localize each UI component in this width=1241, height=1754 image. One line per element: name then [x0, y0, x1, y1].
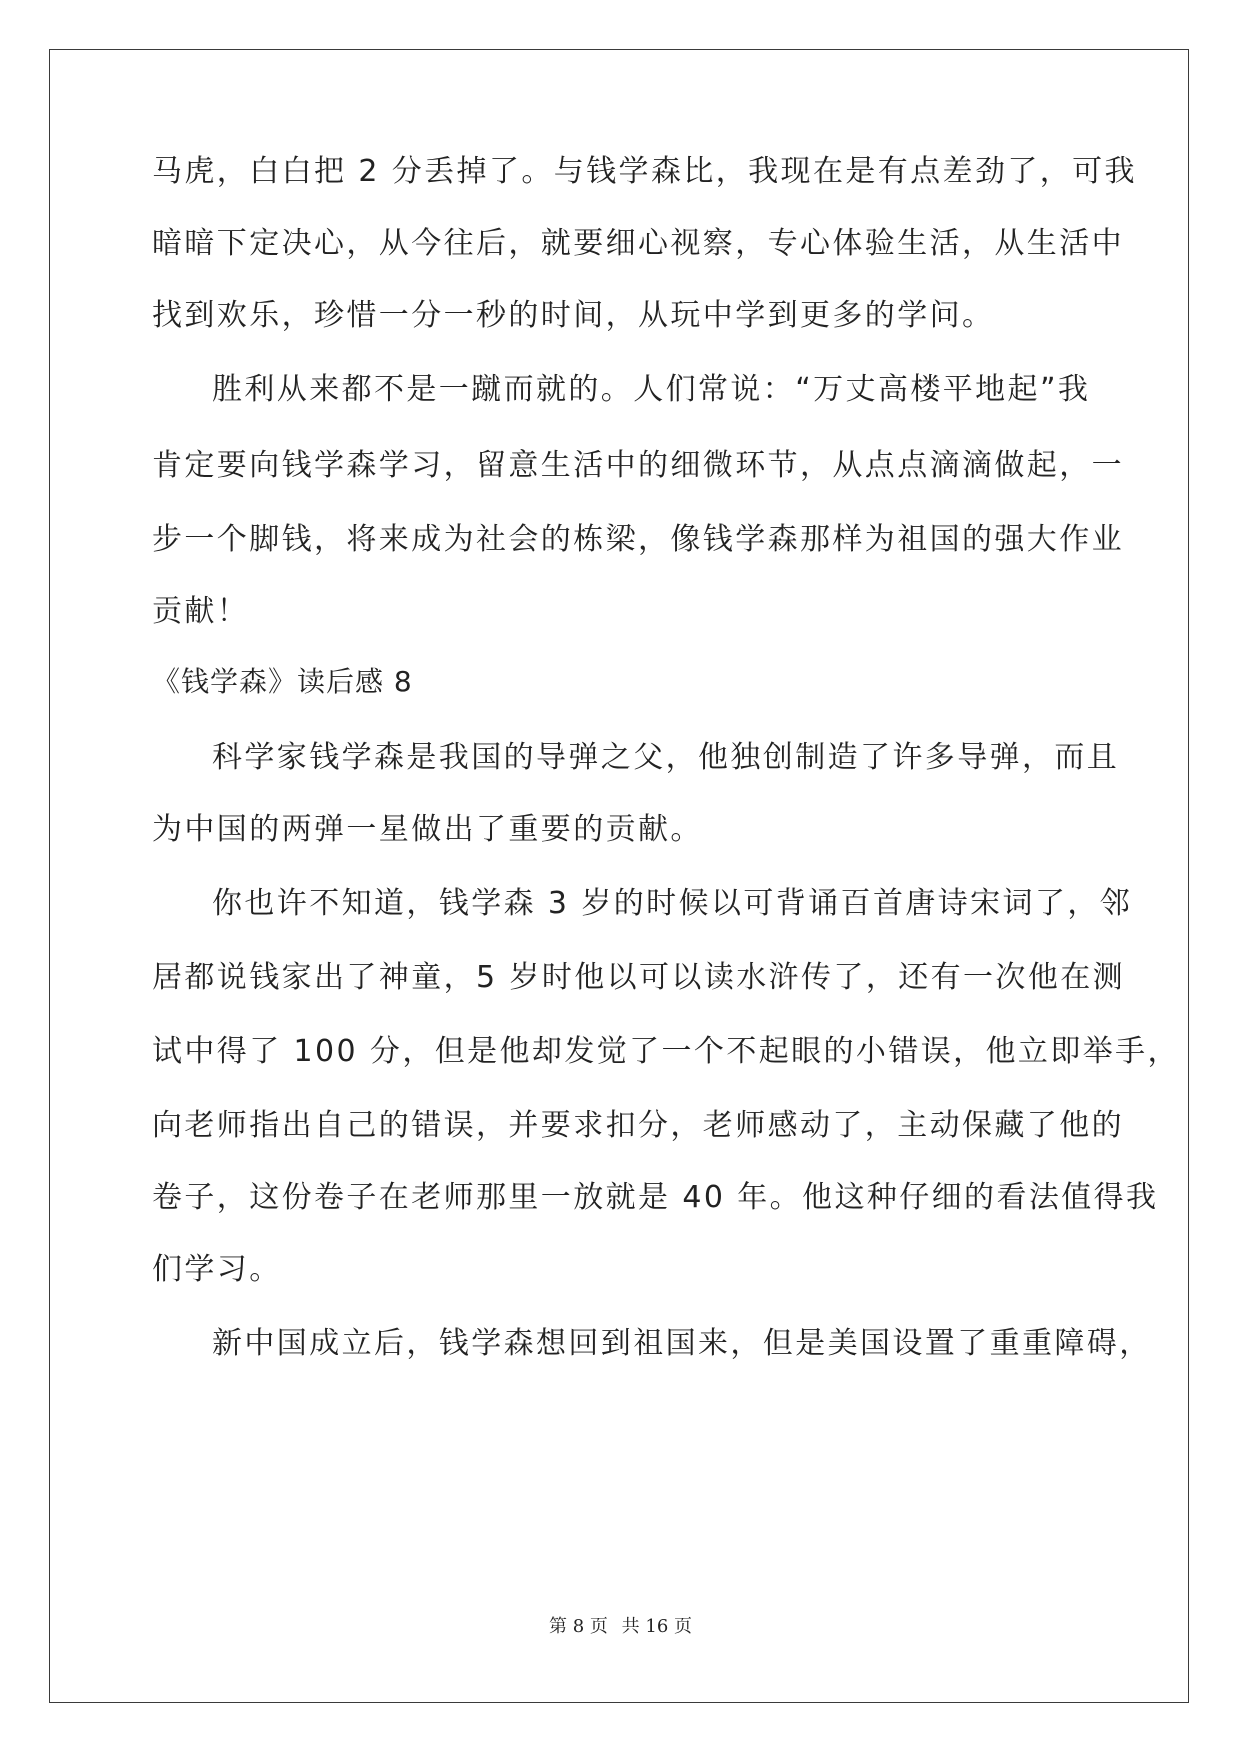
- text-line: 们学习。: [152, 1252, 282, 1287]
- text-line: 居都说钱家出了神童，5 岁时他以可以读水浒传了，还有一次他在测: [152, 960, 1126, 995]
- text-line: 你也许不知道，钱学森 3 岁的时候以可背诵百首唐诗宋词了，邻: [212, 886, 1133, 921]
- text-line: 为中国的两弹一星做出了重要的贡献。: [152, 812, 703, 847]
- page-total: 共 16 页: [621, 1616, 692, 1637]
- text-line: 胜利从来都不是一蹴而就的。人们常说：“万丈高楼平地起”我: [212, 372, 1091, 407]
- text-line: 暗暗下定决心，从今往后，就要细心视察，专心体验生活，从生活中: [152, 226, 1124, 261]
- text-line: 肯定要向钱学森学习，留意生活中的细微环节，从点点滴滴做起，一: [152, 448, 1124, 483]
- page-number: 第 8 页: [549, 1616, 608, 1637]
- text-line: 向老师指出自己的错误，并要求扣分，老师感动了，主动保藏了他的: [152, 1108, 1124, 1143]
- text-line: 找到欢乐，珍惜一分一秒的时间，从玩中学到更多的学问。: [152, 298, 995, 333]
- text-line: 步一个脚钱，将来成为社会的栋梁，像钱学森那样为祖国的强大作业: [152, 522, 1124, 557]
- text-line: 试中得了 100 分，但是他却发觉了一个不起眼的小错误，他立即举手，: [152, 1034, 1180, 1069]
- text-line: 卷子，这份卷子在老师那里一放就是 40 年。他这种仔细的看法值得我: [152, 1180, 1159, 1215]
- text-line: 新中国成立后，钱学森想回到祖国来，但是美国设置了重重障碍，: [212, 1326, 1152, 1361]
- text-line: 科学家钱学森是我国的导弹之父，他独创制造了许多导弹，而且: [212, 740, 1120, 775]
- text-line: 马虎，白白把 2 分丢掉了。与钱学森比，我现在是有点差劲了，可我: [152, 154, 1137, 189]
- page-footer: [0, 1615, 1241, 1639]
- section-heading: 《钱学森》读后感 8: [152, 665, 413, 698]
- text-line: 贡献！: [152, 594, 250, 629]
